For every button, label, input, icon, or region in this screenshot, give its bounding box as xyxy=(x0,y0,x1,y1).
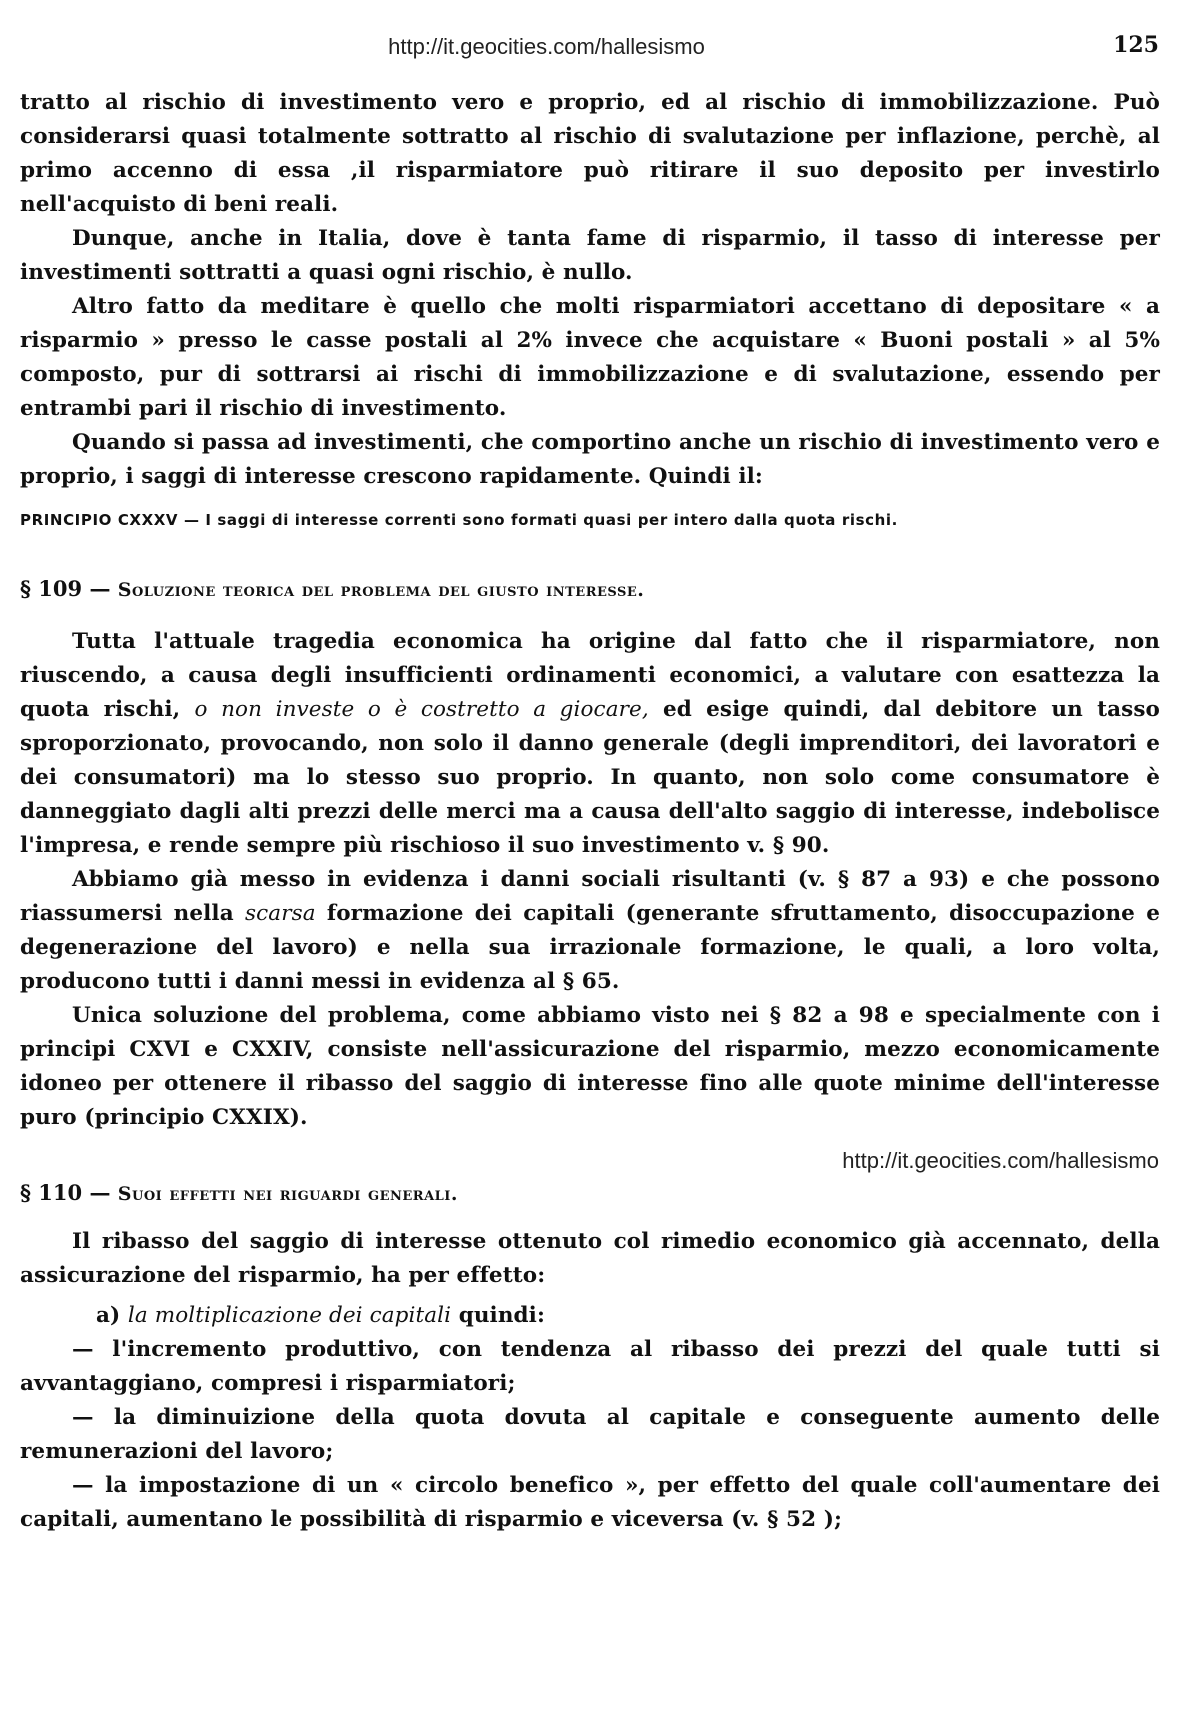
text-run: Abbiamo già messo in evidenza i danni sociali risultanti (v. § 87 a 93) e che possono riassumersi nella xyxy=(20,867,1160,926)
dash-item: — la diminuizione della quota dovuta al capitale e conseguente aumento delle remunerazioni del lavoro; xyxy=(20,1405,1160,1464)
text-run: ed esige quindi, dal debitore un tasso sproporzionato, provocando, non solo il danno generale (degli imprenditori, dei lavoratori e dei consumatori) ma lo stesso suo proprio. In quanto, non solo come consumatore è danneggiato dagli alti prezzi delle merci ma a causa dell'alto saggio di interesse, indebolisce l'impresa, e rende sempre più rischioso il suo investimento v. § 90. xyxy=(20,697,1160,858)
section-109 xyxy=(20,572,1160,1135)
paragraph: Unica soluzione del problema, come abbiamo visto nei § 82 a 98 e specialmente con i principi CXVI e CXXIV, consiste nell'assicurazione del risparmio, mezzo economicamente idoneo per ottenere il ribasso del saggio di interesse fino alle quote minime dell'interesse puro (principio CXXIX). xyxy=(20,1003,1160,1130)
section-number: § 109 — xyxy=(20,576,111,601)
italic-run: o non investe o è costretto a giocare, xyxy=(194,697,649,722)
principle-cxxxv: PRINCIPIO CXXXV — I saggi di interesse correnti sono formati quasi per intero dalla quota rischi. xyxy=(20,511,898,529)
header-url: http://it.geocities.com/hallesismo xyxy=(388,34,705,59)
italic-run: scarsa xyxy=(245,901,316,926)
text-run: Tutta l'attuale tragedia economica ha origine dal fatto che il risparmiatore, non riuscendo, a causa degli insufficienti ordinamenti economici, a valutare con esattezza la quota rischi, xyxy=(20,629,1160,722)
text-run: formazione dei capitali (generante sfruttamento, disoccupazione e degenerazione del lavoro) e nella sua irrazionale formazione, le quali, a loro volta, producono tutti i danni messi in evidenza al § 65. xyxy=(20,901,1160,994)
section-title: Soluzione teorica del problema del giusto interesse. xyxy=(117,579,645,601)
page-number: 125 xyxy=(1113,32,1159,58)
list-item-a xyxy=(20,1299,1160,1333)
paragraph: Quando si passa ad investimenti, che comportino anche un rischio di investimento vero e proprio, i saggi di interesse crescono rapidamente. Quindi il: xyxy=(20,430,1160,489)
section-110 xyxy=(20,1176,1160,1537)
italic-run: la moltiplicazione dei capitali xyxy=(127,1303,452,1328)
paragraph xyxy=(20,625,1160,863)
section-title: Suoi effetti nei riguardi generali. xyxy=(117,1183,458,1205)
section-number: § 110 — xyxy=(20,1180,111,1205)
body-top xyxy=(20,86,1160,534)
paragraph xyxy=(20,863,1160,999)
paragraph: Il ribasso del saggio di interesse ottenuto col rimedio economico già accennato, della assicurazione del risparmio, ha per effetto: xyxy=(20,1229,1160,1288)
section-heading xyxy=(20,572,1160,607)
dash-item: — l'incremento produttivo, con tendenza al ribasso dei prezzi del quale tutti si avvantaggiano, compresi i risparmiatori; xyxy=(20,1337,1160,1396)
paragraph: Dunque, anche in Italia, dove è tanta fame di risparmio, il tasso di interesse per investimenti sottratti a quasi ogni rischio, è nullo. xyxy=(20,226,1160,285)
watermark-url: http://it.geocities.com/hallesismo xyxy=(842,1148,1159,1173)
paragraph: tratto al rischio di investimento vero e proprio, ed al rischio di immobilizzazione. Può considerarsi quasi totalmente sottratto al rischio di svalutazione per inflazione, perchè, al primo accenno di essa ,il risparmiatore può ritirare il suo deposito per investirlo nell'acquisto di beni reali. xyxy=(20,90,1160,217)
dash-item: — la impostazione di un « circolo benefico », per effetto del quale coll'aumentare dei capitali, aumentano le possibilità di risparmio e viceversa (v. § 52 ); xyxy=(20,1473,1160,1532)
paragraph: Altro fatto da meditare è quello che molti risparmiatori accettano di depositare « a risparmio » presso le casse postali al 2% invece che acquistare « Buoni postali » al 5% composto, pur di sottrarsi ai rischi di immobilizzazione e di svalutazione, essendo per entrambi pari il rischio di investimento. xyxy=(20,294,1160,421)
text-run: quindi: xyxy=(458,1303,545,1328)
item-label: a) xyxy=(96,1303,121,1328)
section-heading xyxy=(20,1176,1160,1211)
